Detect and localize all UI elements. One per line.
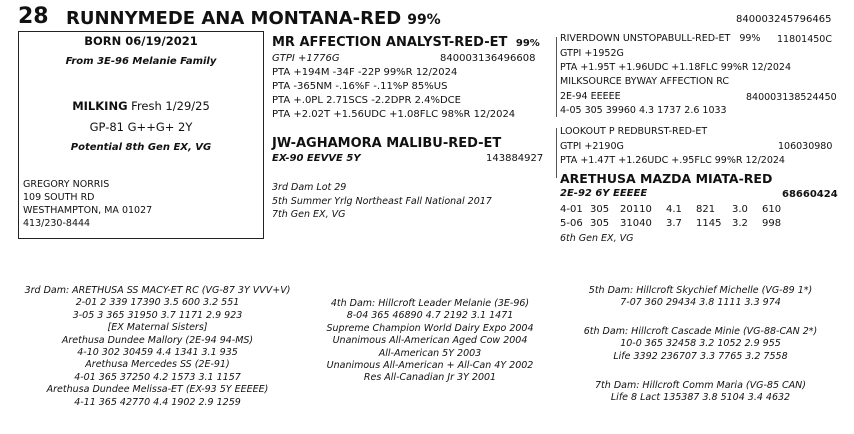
- dam-dam-reg: 68660424: [782, 189, 838, 200]
- potential-line: Potential 8th Gen EX, VG: [70, 142, 212, 153]
- sire-pta-4: PTA +2.02T +1.56UDC +1.08FLC 98%R 12/2024: [272, 109, 516, 120]
- pedigree-line: 8-04 365 46890 4.7 2192 3.1 1471: [346, 310, 514, 322]
- third-dam-header: 3rd Dam: ARETHUSA SS MACY-ET RC (VG-87 3Y VVV+V): [24, 285, 291, 296]
- animal-name: RUNNYMEDE ANA MONTANA-RED: [66, 8, 402, 29]
- dam-dam-name: ARETHUSA MAZDA MIATA-RED: [560, 171, 773, 186]
- dam-sire-gtpi: GTPI +2190G: [560, 141, 624, 152]
- pedigree-line: 10-0 365 32458 3.2 1052 2.9 955: [620, 338, 781, 350]
- sire-reg: 840003136496608: [440, 53, 536, 64]
- sire-pta-2: PTA -365NM -.16%F -.11%P 85%US: [272, 81, 448, 92]
- record-protein-pct: 3.0: [732, 204, 748, 215]
- sire-sire-percent: 99%: [739, 33, 761, 44]
- pedigree-line: 4-11 365 42770 4.4 1902 2.9 1259: [74, 396, 241, 408]
- record-protein: 998: [762, 218, 782, 229]
- dam-dam-record-1: [560, 204, 781, 215]
- record-days: 305: [590, 204, 610, 215]
- sire-pta-3: PTA +.0PL 2.71SCS -2.2DPR 2.4%DCE: [272, 95, 461, 106]
- seventh-dam-header: 7th Dam: Hillcroft Comm Maria (VG-85 CAN): [595, 380, 806, 391]
- record-fat-pct: 4.1: [666, 204, 682, 215]
- pedigree-line: All-American 5Y 2003: [378, 347, 482, 359]
- pedigree-line: Unanimous All-American + All-Can 4Y 2002: [326, 360, 534, 372]
- record-fat-pct: 3.7: [666, 218, 682, 229]
- sire-dam-name: MILKSOURCE BYWAY AFFECTION RC: [560, 76, 730, 87]
- sire-percent: 99%: [515, 38, 540, 49]
- sire-pta-1: PTA +194M -34F -22P 99%R 12/2024: [272, 67, 458, 78]
- pedigree-line: 4-01 365 37250 4.2 1573 3.1 1157: [74, 371, 241, 383]
- sire-sire-name: [560, 33, 760, 44]
- pedigree-col-3c: [568, 380, 833, 405]
- sire-sire-name-text: RIVERDOWN UNSTOPABULL-RED-ET: [560, 33, 731, 44]
- record-days: 305: [590, 218, 610, 229]
- fifth-dam-header: 5th Dam: Hillcroft Skychief Michelle (VG-89 1*): [588, 285, 813, 296]
- dam-class: EX-90 EEVVE 5Y: [272, 153, 361, 164]
- record-protein-pct: 3.2: [732, 218, 748, 229]
- sixth-dam-header: 6th Dam: Hillcroft Cascade Minie (VG-88-CAN 2*): [583, 326, 818, 337]
- pedigree-col-2: [310, 298, 550, 385]
- sire-dam-record: 4-05 305 39960 4.3 1737 2.6 1033: [560, 105, 727, 116]
- pedigree-col-3a: [568, 285, 833, 310]
- pedigree-col-1: [20, 285, 295, 409]
- sire-name-text: MR AFFECTION ANALYST-RED-ET: [272, 35, 508, 50]
- animal-title: [66, 8, 441, 29]
- family-line: From 3E-96 Melanie Family: [65, 56, 217, 67]
- record-age: 5-06: [560, 218, 583, 229]
- sire-gtpi: GTPI +1776G: [272, 53, 340, 64]
- dam-sire-reg: 106030980: [778, 141, 833, 152]
- dam-note-2: 5th Summer Yrlg Northeast Fall National 2017: [272, 196, 492, 207]
- classification: GP-81 G++G+ 2Y: [89, 120, 193, 134]
- info-box: [18, 31, 264, 239]
- sire-sire-reg: 11801450C: [777, 34, 832, 45]
- pedigree-line: 7-07 360 29434 3.8 1111 3.3 974: [620, 297, 781, 309]
- pedigree-line: Arethusa Mercedes SS (2E-91): [85, 359, 230, 371]
- record-fat: 821: [696, 204, 716, 215]
- dam-dam-note: 6th Gen EX, VG: [560, 233, 634, 244]
- pedigree-line: Arethusa Dundee Melissa-ET (EX-93 5Y EEEEE): [46, 384, 269, 396]
- animal-registration: 840003245796465: [736, 14, 832, 25]
- dam-sire-name: LOOKOUT P REDBURST-RED-ET: [560, 126, 708, 137]
- record-fat: 1145: [696, 218, 722, 229]
- pedigree-line: Arethusa Dundee Mallory (2E-94 94-MS): [61, 334, 254, 346]
- pedigree-line: 3-05 3 365 31950 3.7 1171 2.9 923: [72, 309, 243, 321]
- pedigree-line: [EX Maternal Sisters]: [107, 322, 208, 334]
- milking-line: [19, 99, 263, 113]
- dam-dam-class: 2E-92 6Y EEEEE: [560, 188, 648, 199]
- record-milk: 31040: [620, 218, 652, 229]
- sire-dam-reg: 840003138524450: [746, 92, 837, 103]
- dam-note-3: 7th Gen EX, VG: [272, 209, 346, 220]
- pedigree-line: Life 8 Lact 135387 3.8 5104 3.4 4632: [610, 392, 791, 404]
- record-age: 4-01: [560, 204, 583, 215]
- consignor-city: WESTHAMPTON, MA 01027: [23, 205, 153, 216]
- pedigree-line: Res All-Canadian Jr 3Y 2001: [363, 372, 497, 384]
- sire-dam-class: 2E-94 EEEEE: [560, 91, 621, 102]
- sire-sire-gtpi: GTPI +1952G: [560, 48, 624, 59]
- pedigree-line: Life 3392 236707 3.3 7765 3.2 7558: [613, 350, 788, 362]
- pedigree-line: 2-01 2 339 17390 3.5 600 3.2 551: [75, 297, 240, 309]
- record-milk: 20110: [620, 204, 652, 215]
- dam-reg: 143884927: [486, 153, 544, 164]
- fourth-dam-header: 4th Dam: Hillcroft Leader Melanie (3E-96): [330, 298, 530, 309]
- sire-sire-pta: PTA +1.95T +1.96UDC +1.18FLC 99%R 12/2024: [560, 62, 792, 73]
- dam-sire-pta: PTA +1.47T +1.26UDC +.95FLC 99%R 12/2024: [560, 155, 785, 166]
- milking-label: MILKING: [72, 99, 128, 113]
- dam-dam-record-2: [560, 218, 781, 229]
- consignor-phone: 413/230-8444: [23, 218, 91, 229]
- pedigree-col-3b: [568, 326, 833, 363]
- animal-percent: 99%: [407, 12, 441, 28]
- dam-note-1: 3rd Dam Lot 29: [272, 182, 347, 193]
- sire-bracket: [556, 37, 557, 117]
- lot-number: 28: [18, 4, 49, 29]
- pedigree-line: Unanimous All-American Aged Cow 2004: [332, 335, 528, 347]
- sire-name: [272, 35, 540, 50]
- pedigree-line: Supreme Champion World Dairy Expo 2004: [326, 322, 534, 334]
- record-protein: 610: [762, 204, 782, 215]
- pedigree-line: 4-10 302 30459 4.4 1341 3.1 935: [77, 347, 238, 359]
- dam-bracket: [556, 128, 557, 178]
- milking-value: Fresh 1/29/25: [131, 99, 210, 113]
- dam-name: JW-AGHAMORA MALIBU-RED-ET: [272, 136, 502, 151]
- consignor-street: 109 SOUTH RD: [23, 192, 95, 203]
- born-date: BORN 06/19/2021: [84, 34, 198, 48]
- consignor-name: GREGORY NORRIS: [23, 179, 110, 190]
